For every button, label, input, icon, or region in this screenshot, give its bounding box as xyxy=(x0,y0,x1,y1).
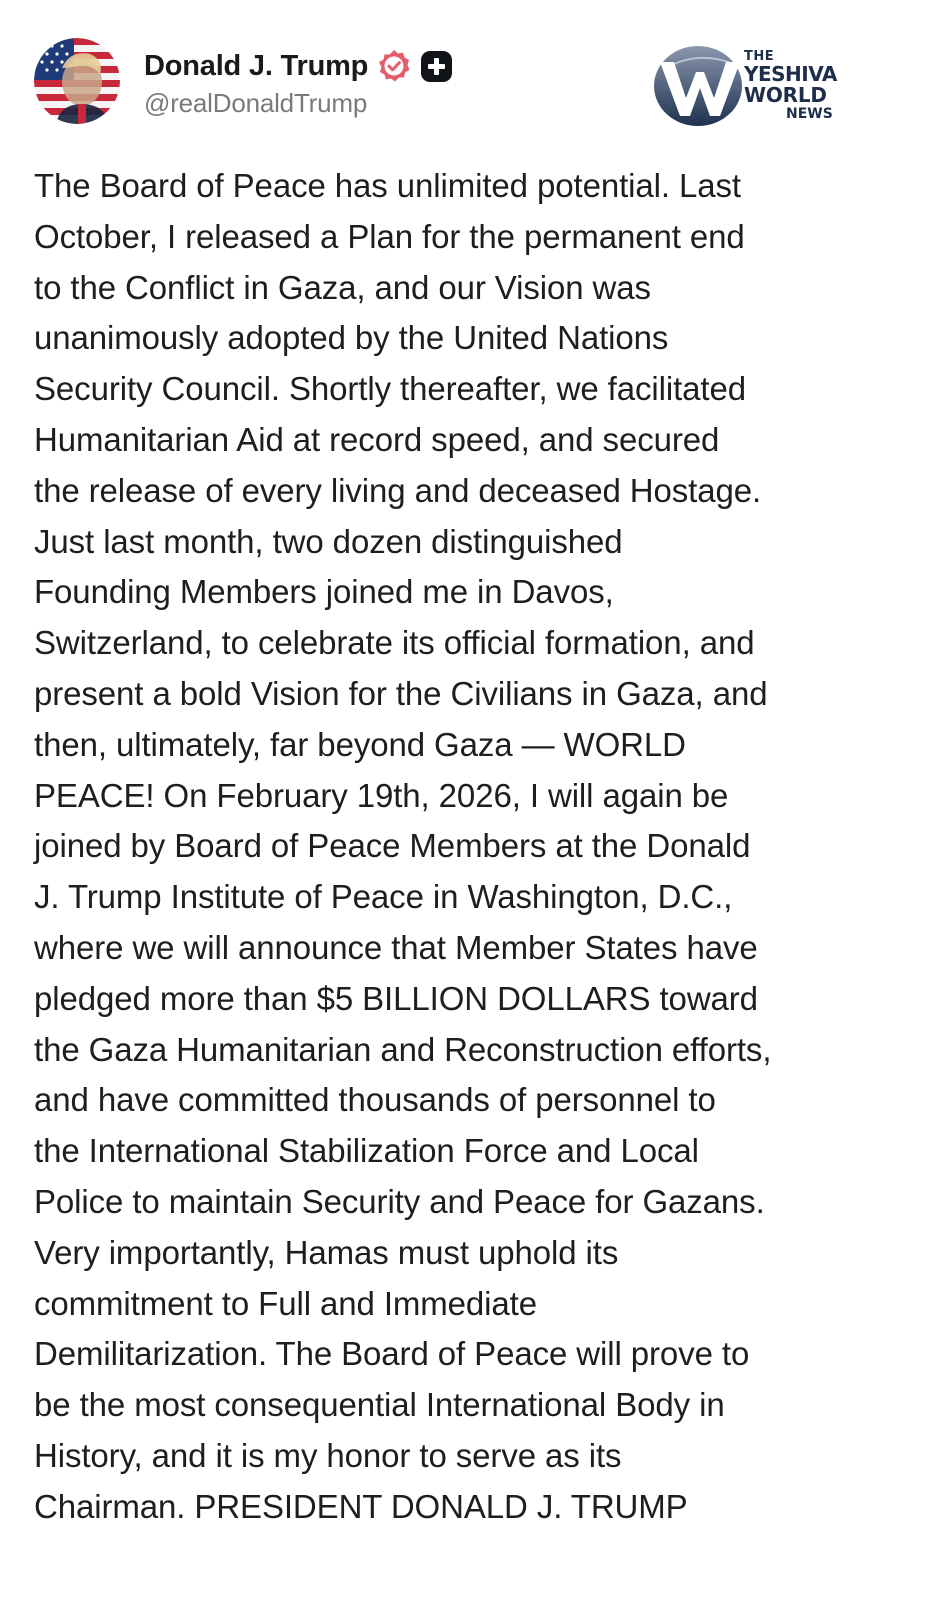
post-body xyxy=(34,161,914,1533)
post-body-line: the release of every living and deceased Hostage. xyxy=(34,471,762,509)
post-body-line: The Board of Peace has unlimited potential. Last xyxy=(34,167,741,204)
post-body-line: PEACE! On February 19th, 2026, I will again be xyxy=(34,776,729,814)
post-body-line: present a bold Vision for the Civilians in Gaza, and xyxy=(34,674,768,712)
plus-badge-icon xyxy=(420,50,453,83)
post-body-line: the International Stabilization Force and Local xyxy=(34,1132,699,1170)
post-header xyxy=(34,38,914,134)
post-body-line: Chairman. PRESIDENT DONALD J. TRUMP xyxy=(34,1487,688,1525)
post-body-line: Just last month, two dozen distinguished xyxy=(34,522,623,560)
post-body-line: J. Trump Institute of Peace in Washington, D.C., xyxy=(34,878,733,916)
post-body-line: Humanitarian Aid at record speed, and secured xyxy=(34,420,720,458)
post-body-line: History, and it is my honor to serve as its xyxy=(34,1436,622,1474)
yeshiva-world-news-logo xyxy=(652,38,862,134)
post-body-line: Demilitarization. The Board of Peace will prove to xyxy=(34,1335,750,1373)
post-body-line: the Gaza Humanitarian and Reconstruction efforts, xyxy=(34,1030,772,1068)
post-body-line: unanimously adopted by the United Nations xyxy=(34,319,669,357)
display-name[interactable]: Donald J. Trump xyxy=(144,49,369,82)
post-body-line: joined by Board of Peace Members at the Donald xyxy=(34,827,751,865)
post-body-line: and have committed thousands of personnel to xyxy=(34,1081,716,1119)
post-body-line: commitment to Full and Immediate xyxy=(34,1284,537,1322)
ywn-yeshiva: YESHIVA xyxy=(744,62,837,86)
avatar[interactable] xyxy=(34,38,120,124)
name-row xyxy=(144,46,453,86)
post-body-line: be the most consequential International Body in xyxy=(34,1386,725,1424)
post-body-line: to the Conflict in Gaza, and our Vision was xyxy=(34,268,651,306)
post-body-line: then, ultimately, far beyond Gaza — WORLD xyxy=(34,725,686,763)
post-body-line: where we will announce that Member States have xyxy=(34,928,758,966)
ywn-wordmark xyxy=(744,50,837,121)
handle[interactable]: @realDonaldTrump xyxy=(144,88,368,118)
post-body-line: October, I released a Plan for the permanent end xyxy=(34,217,745,255)
post-body-line: Police to maintain Security and Peace for Gazans. xyxy=(34,1182,765,1220)
post-body-line: Switzerland, to celebrate its official formation, and xyxy=(34,624,755,662)
ywn-news: NEWS xyxy=(786,106,833,122)
ywn-the: THE xyxy=(744,49,775,64)
author-block xyxy=(144,46,453,119)
verified-badge-icon xyxy=(376,48,412,84)
ywn-emblem-icon xyxy=(652,42,748,128)
post-body-line: Security Council. Shortly thereafter, we facilitated xyxy=(34,370,746,408)
post-body-line: Founding Members joined me in Davos, xyxy=(34,573,614,611)
post-body-line: Very importantly, Hamas must uphold its xyxy=(34,1233,619,1271)
ywn-world: WORLD xyxy=(744,83,827,107)
flag-portrait-avatar-icon xyxy=(34,38,120,124)
post-body-line: pledged more than $5 BILLION DOLLARS toward xyxy=(34,979,758,1017)
